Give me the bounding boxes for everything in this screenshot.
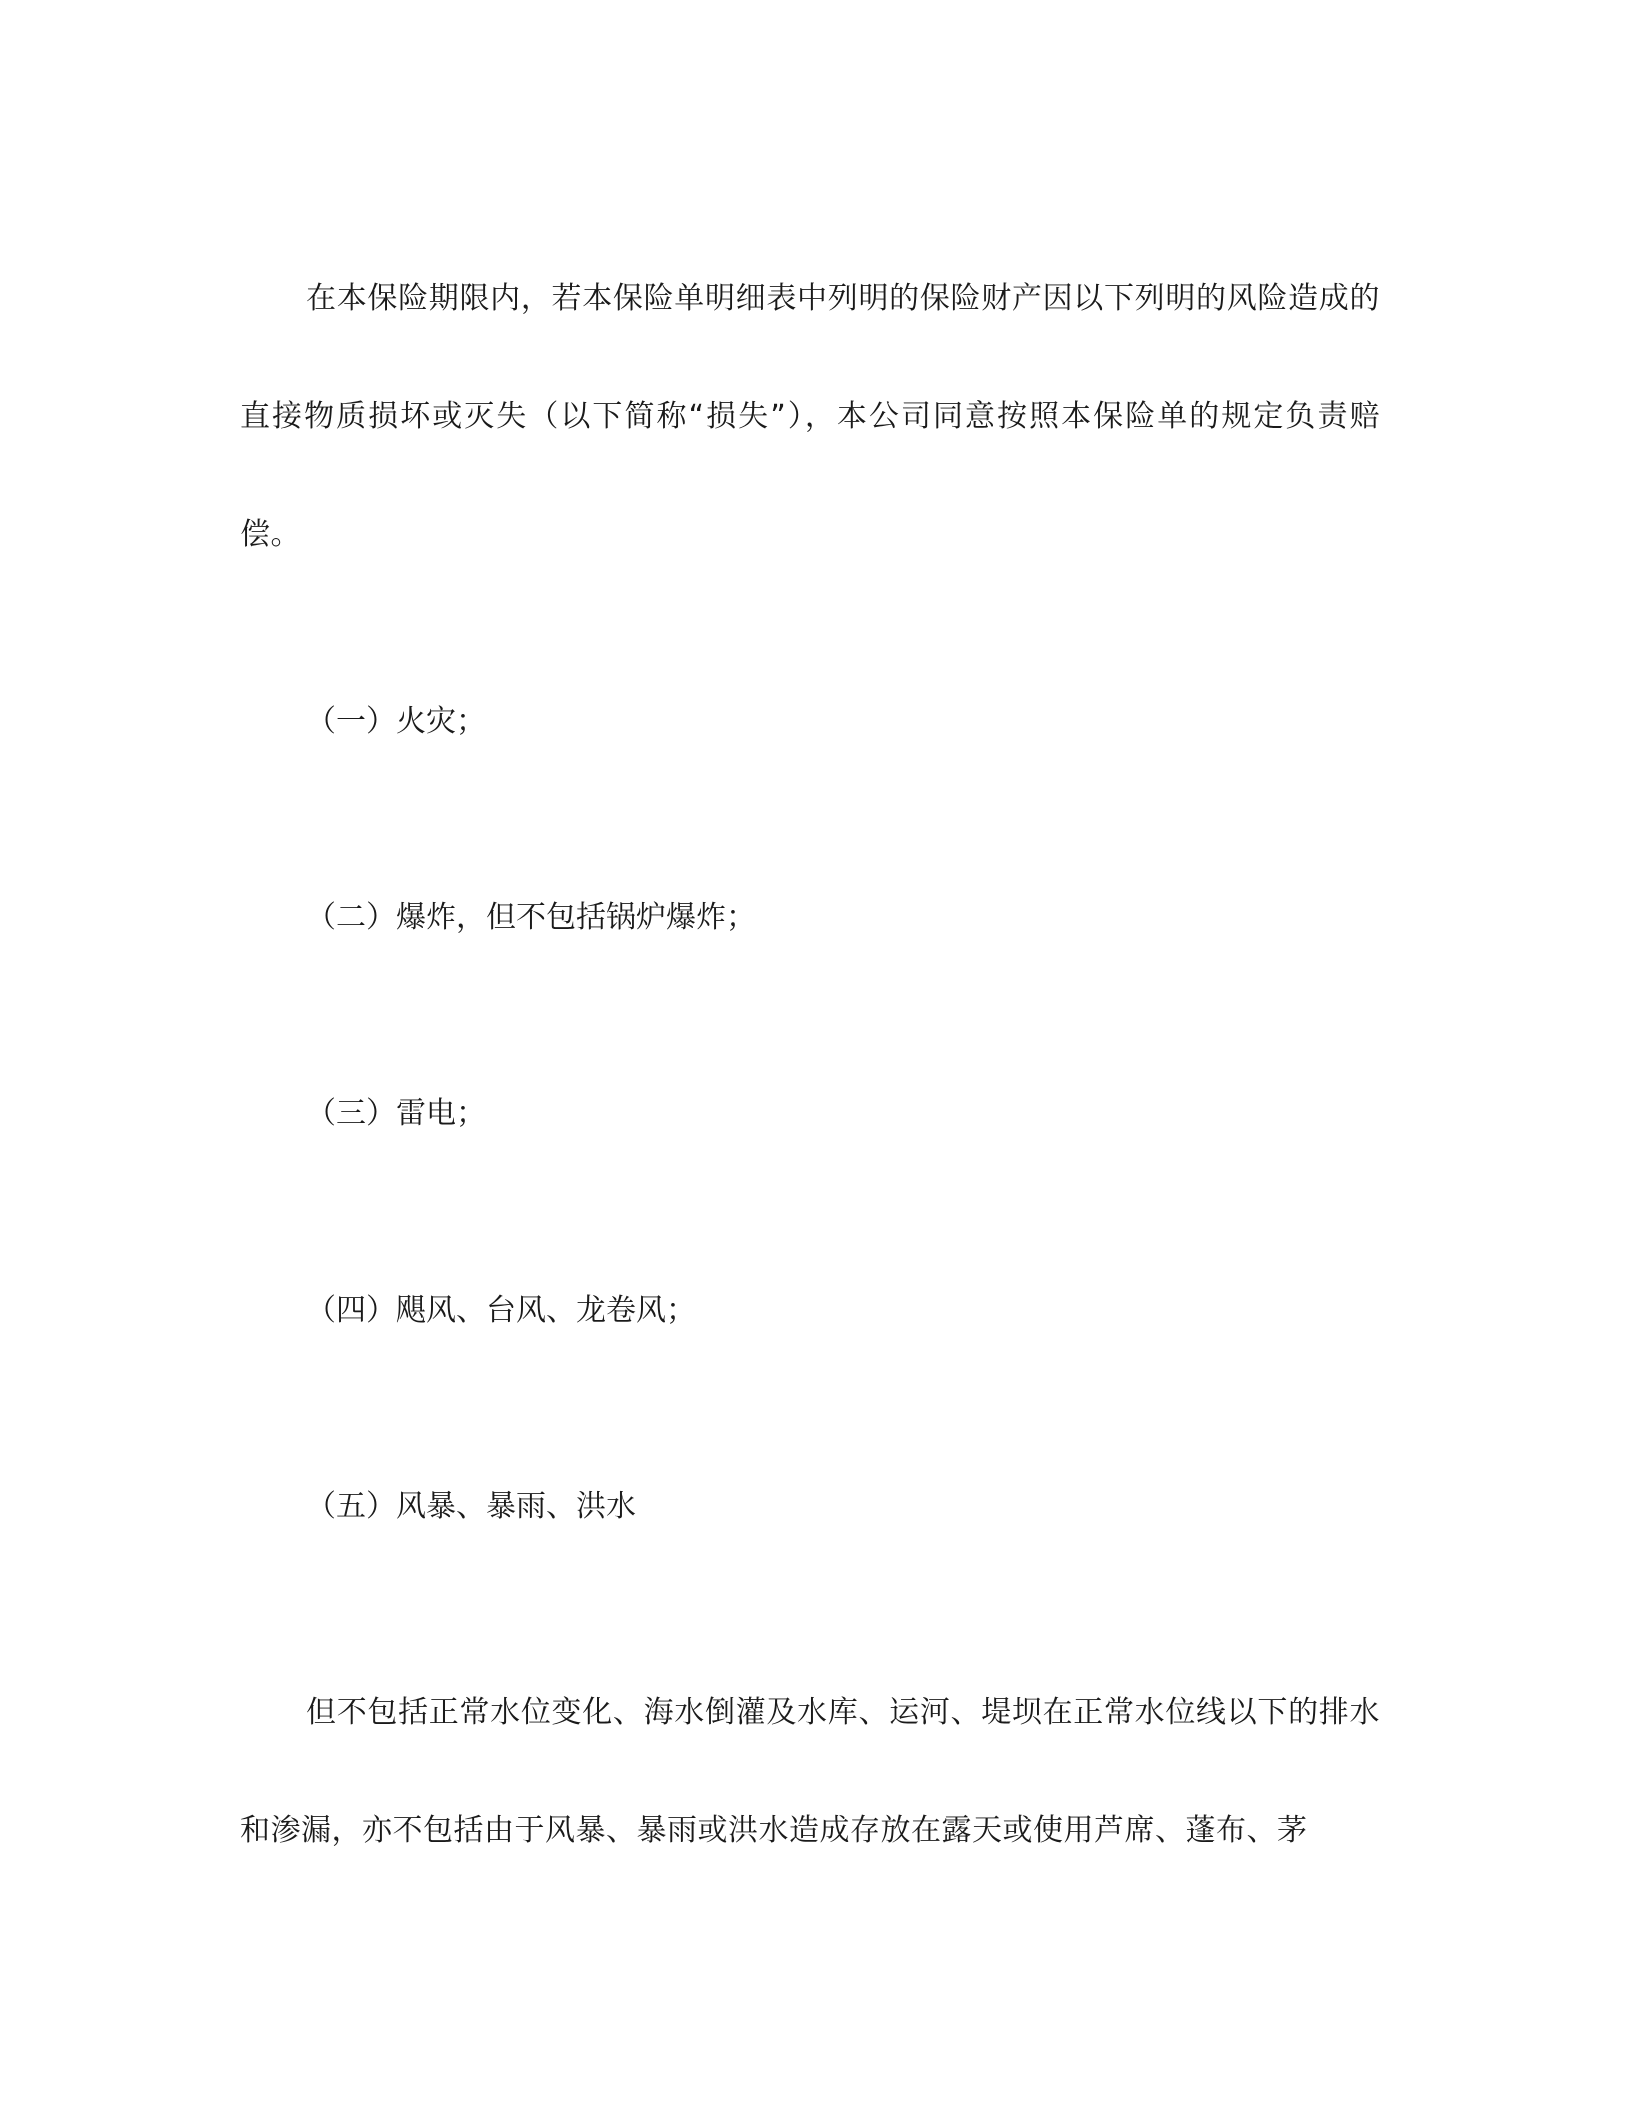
list-item-hurricane: （四）飓风、台风、龙卷风； [306,1293,696,1328]
intro-paragraph-text: 在本保险期限内，若本保险单明细表中列明的保险财产因以下列明的风险造成的直接物质损坏或灭失（以下简称“损失”），本公司同意按照本保险单的规定负责赔偿。 [240,281,1380,552]
exclusion-paragraph-text: 但不包括正常水位变化、海水倒灌及水库、运河、堤坝在正常水位线以下的排水和渗漏，亦不包括由于风暴、暴雨或洪水造成存放在露天或使用芦席、蓬布、茅 [240,1695,1380,1848]
list-item-explosion: （二）爆炸，但不包括锅炉爆炸； [306,900,756,935]
list-item-storm-flood: （五）风暴、暴雨、洪水 [306,1489,636,1524]
intro-paragraph [240,240,1380,594]
list-item-fire: （一）火灾； [306,704,486,739]
list-item-lightning: （三）雷电； [306,1096,486,1131]
exclusion-paragraph [240,1654,1380,1890]
